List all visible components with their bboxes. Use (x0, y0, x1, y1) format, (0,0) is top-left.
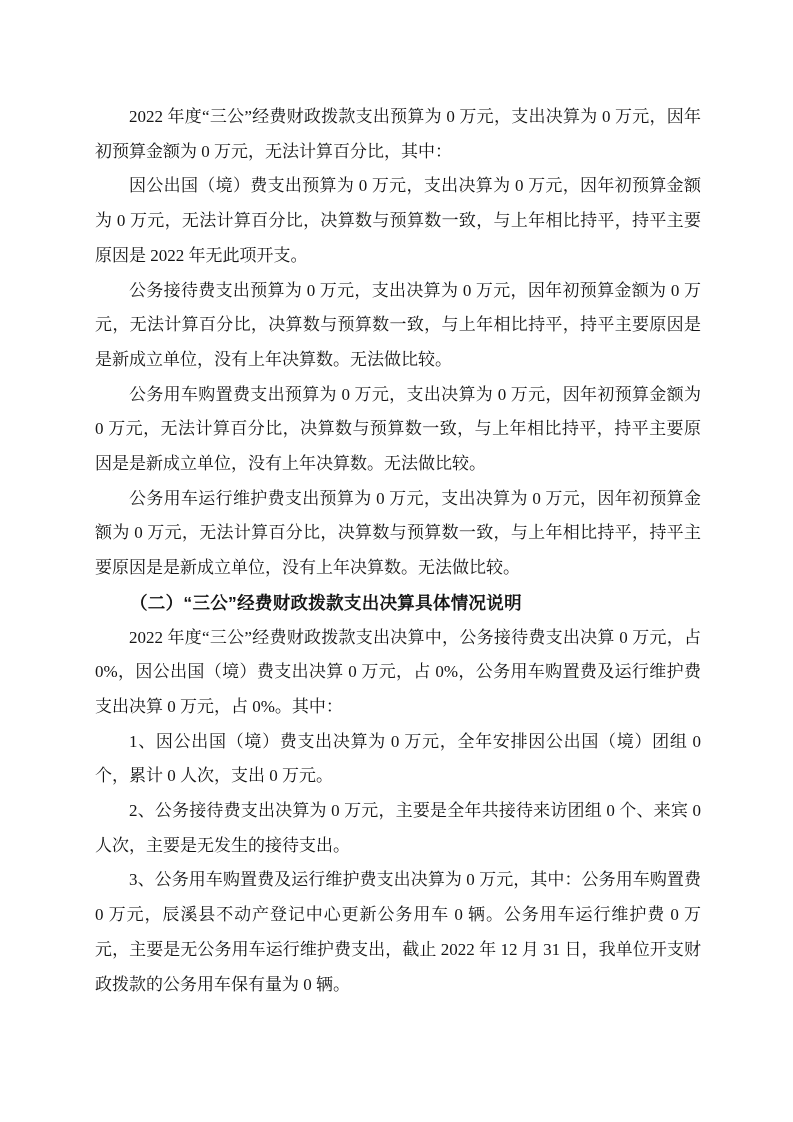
paragraph-reception-expense-budget: 公务接待费支出预算为 0 万元，支出决算为 0 万元，因年初预算金额为 0 万元，无法计算百分比，决算数与预算数一致，与上年相比持平，持平主要原因是是新成立单位，没有上年决算数。无法做比较。 (95, 280, 701, 369)
paragraph-abroad-expense-budget: 因公出国（境）费支出预算为 0 万元，支出决算为 0 万元，因年初预算金额为 0 万元，无法计算百分比，决算数与预算数一致，与上年相比持平，持平主要原因是 2022 年无此项开支。 (95, 176, 701, 265)
paragraph-item3-vehicle-expense: 3、公务用车购置费及运行维护费支出决算为 0 万元，其中：公务用车购置费 0 万元，辰溪县不动产登记中心更新公务用车 0 辆。公务用车运行维护费 0 万元，主要是无公务用车运行维护费支出，截止 2022 年 12 月 31 日，我单位开支财政拨款的公务用车保有量为 0 辆。 (95, 870, 701, 994)
paragraph-item1-abroad-expense: 1、因公出国（境）费支出决算为 0 万元，全年安排因公出国（境）团组 0 个，累计 0 人次，支出 0 万元。 (95, 731, 701, 786)
paragraph-vehicle-maintenance-budget: 公务用车运行维护费支出预算为 0 万元，支出决算为 0 万元，因年初预算金额为 0 万元，无法计算百分比，决算数与预算数一致，与上年相比持平，持平主要原因是是新成立单位，没有上年决算数。无法做比较。 (95, 488, 701, 578)
paragraph-sangong-final-summary: 2022 年度“三公”经费财政拨款支出决算中，公务接待费支出决算 0 万元，占 0%，因公出国（境）费支出决算 0 万元，占 0%，公务用车购置费及运行维护费支出决算 0 万元，占 0%。其中： (95, 627, 701, 716)
paragraph-vehicle-purchase-budget: 公务用车购置费支出预算为 0 万元，支出决算为 0 万元，因年初预算金额为 0 万元，无法计算百分比，决算数与预算数一致，与上年相比持平，持平主要原因是是新成立单位，没有上年决算数。无法做比较。 (95, 384, 701, 474)
section-heading-sangong-details: （二）“三公”经费财政拨款支出决算具体情况说明 (130, 592, 522, 613)
paragraph-sangong-budget-summary: 2022 年度“三公”经费财政拨款支出预算为 0 万元，支出决算为 0 万元，因年初预算金额为 0 万元，无法计算百分比，其中： (95, 107, 701, 161)
paragraph-item2-reception-expense: 2、公务接待费支出决算为 0 万元，主要是全年共接待来访团组 0 个、来宾 0 人次，主要是无发生的接待支出。 (95, 801, 701, 855)
